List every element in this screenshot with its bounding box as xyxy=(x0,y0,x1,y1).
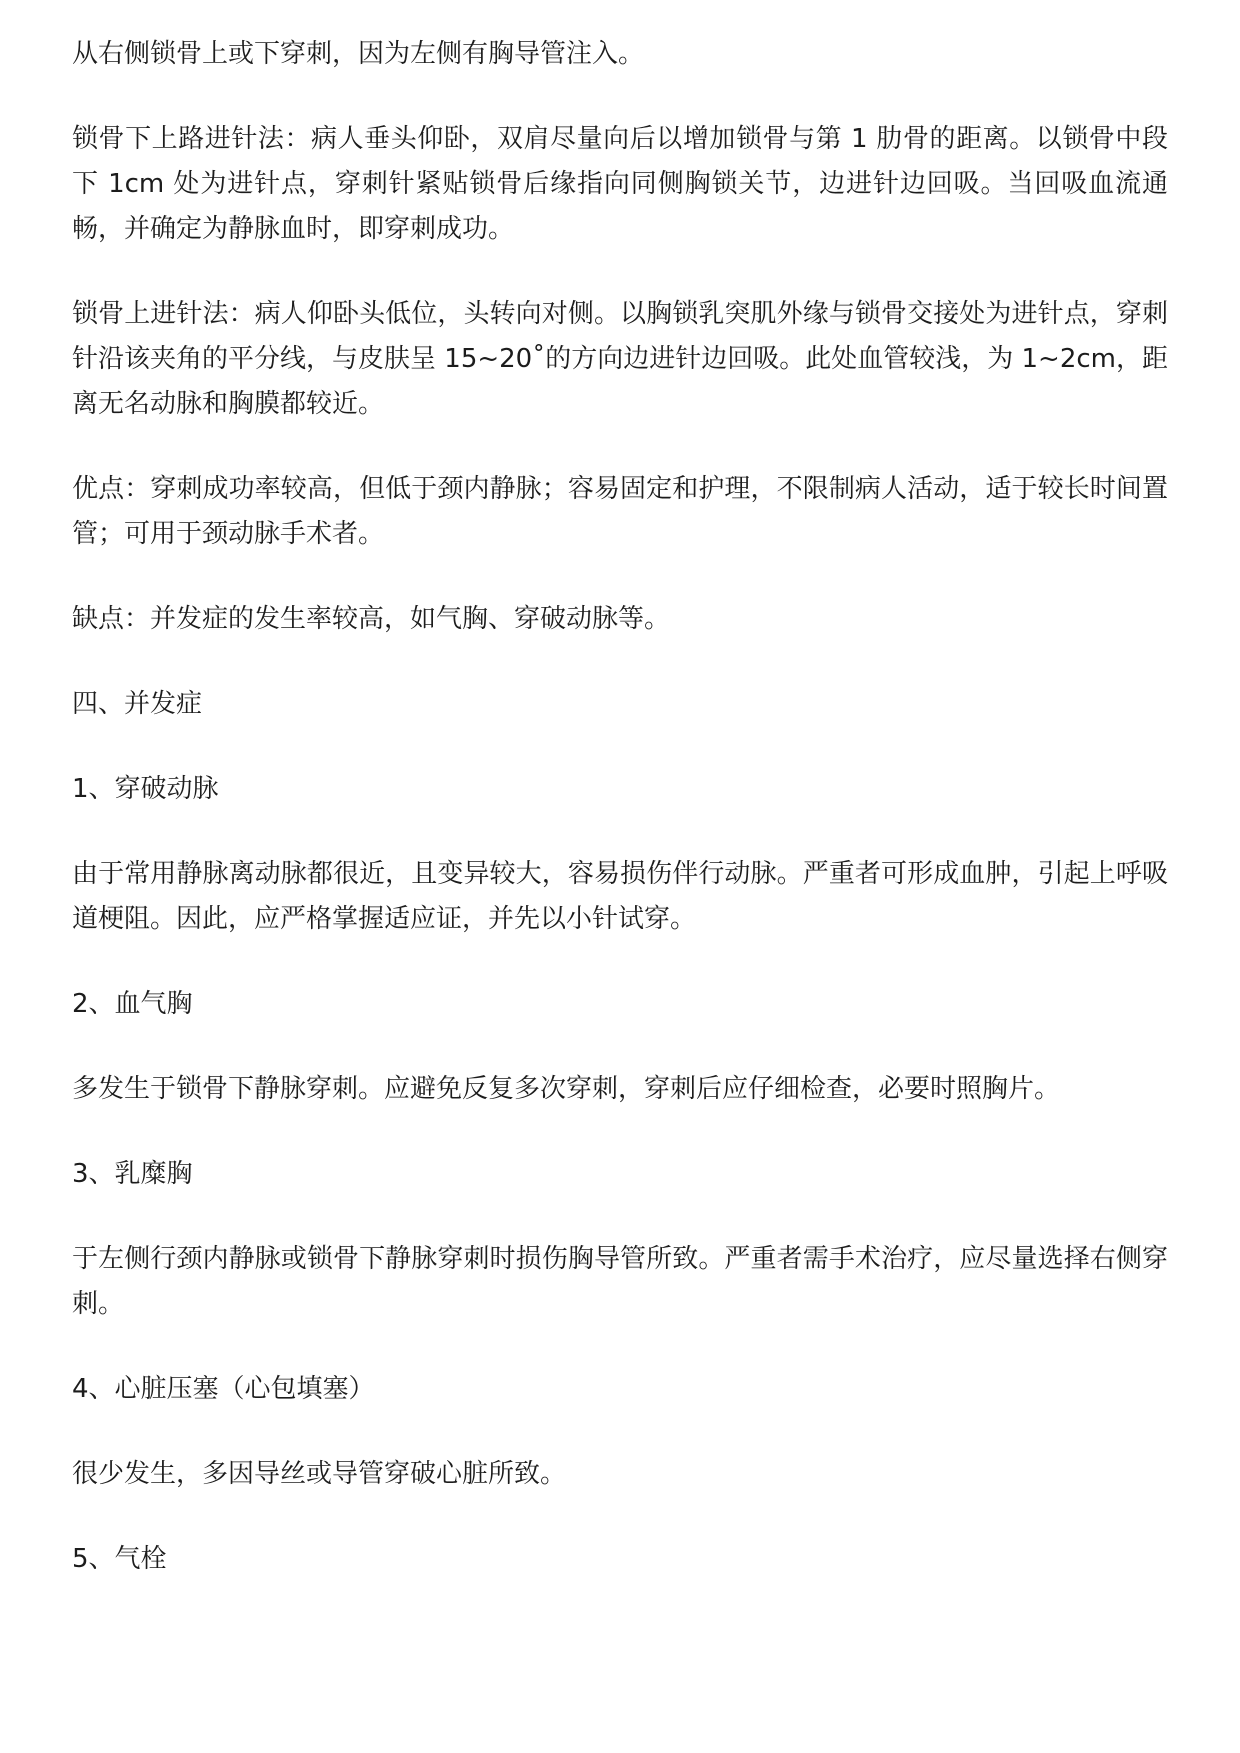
complication-title-artery-puncture: 1、穿破动脉 xyxy=(72,774,219,804)
paragraph-disadvantages: 缺点：并发症的发生率较高，如气胸、穿破动脉等。 xyxy=(72,604,671,634)
complication-text-chylothorax: 于左侧行颈内静脉或锁骨下静脉穿刺时损伤胸导管所致。严重者需手术治疗，应尽量选择右侧穿刺。 xyxy=(72,1244,1168,1319)
complication-text-artery-puncture: 由于常用静脉离动脉都很近，且变异较大，容易损伤伴行动脉。严重者可形成血肿，引起上呼吸道梗阻。因此，应严格掌握适应证，并先以小针试穿。 xyxy=(72,859,1168,934)
complication-title-air-embolism: 5、气栓 xyxy=(72,1544,167,1574)
complication-title-cardiac-tamponade: 4、心脏压塞（心包填塞） xyxy=(72,1374,375,1404)
paragraph-advantages: 优点：穿刺成功率较高，但低于颈内静脉；容易固定和护理，不限制病人活动，适于较长时间置管；可用于颈动脉手术者。 xyxy=(72,474,1168,549)
paragraph-infraclavicular-approach: 锁骨下上路进针法：病人垂头仰卧，双肩尽量向后以增加锁骨与第 1 肋骨的距离。以锁骨中段下 1cm 处为进针点，穿刺针紧贴锁骨后缘指向同侧胸锁关节，边进针边回吸。当回吸血流通畅，并确定为静脉血时，即穿刺成功。 xyxy=(72,124,1168,244)
section-title-complications: 四、并发症 xyxy=(72,689,203,719)
complication-text-hemopneumothorax: 多发生于锁骨下静脉穿刺。应避免反复多次穿刺，穿刺后应仔细检查，必要时照胸片。 xyxy=(72,1074,1061,1104)
complication-title-chylothorax: 3、乳糜胸 xyxy=(72,1159,193,1189)
complication-title-hemopneumothorax: 2、血气胸 xyxy=(72,989,193,1019)
paragraph-supraclavicular-approach: 锁骨上进针法：病人仰卧头低位，头转向对侧。以胸锁乳突肌外缘与锁骨交接处为进针点，穿刺针沿该夹角的平分线，与皮肤呈 15~20˚的方向边进针边回吸。此处血管较浅，为 1~2cm，距离无名动脉和胸膜都较近。 xyxy=(72,299,1168,419)
paragraph-puncture-side: 从右侧锁骨上或下穿刺，因为左侧有胸导管注入。 xyxy=(72,39,645,69)
complication-text-cardiac-tamponade: 很少发生，多因导丝或导管穿破心脏所致。 xyxy=(72,1459,567,1489)
